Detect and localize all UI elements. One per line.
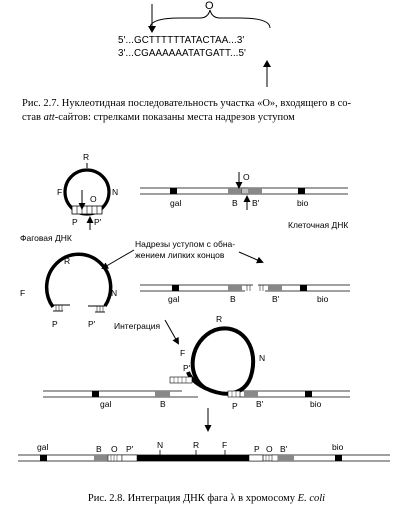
label-gal-3: gal — [100, 399, 112, 409]
label-P-2: P — [52, 319, 58, 329]
label-B-prime-2: B' — [272, 294, 280, 304]
integration-arrow — [165, 320, 178, 343]
label-B-4: B — [96, 444, 102, 454]
label-N-2: N — [111, 288, 118, 298]
label-P-3: P — [232, 401, 238, 411]
integration-intermediate — [43, 328, 350, 397]
label-B-prime-4: B' — [280, 444, 288, 454]
step1-arrow-left — [103, 250, 134, 268]
label-bio-3: bio — [310, 399, 322, 409]
label-B-3: B — [160, 399, 166, 409]
caption-figure-2-8 — [0, 492, 413, 506]
label-B-1: B — [232, 198, 238, 208]
label-P-prime-3: P' — [183, 363, 191, 373]
caption-2-8-italic: E. coli — [297, 493, 326, 504]
sequence-strand-bottom: 3'...CGAAAAAATATGATT...5' — [118, 48, 247, 59]
label-N-4: N — [157, 440, 164, 450]
label-P-prime-2: P' — [88, 319, 96, 329]
label-R-1: R — [83, 152, 90, 162]
label-P-1: P — [72, 217, 78, 227]
label-O-4: O — [111, 444, 118, 454]
label-N-3: N — [259, 353, 266, 363]
label-R-2: R — [64, 256, 71, 266]
label-cell-dna: Клеточная ДНК — [288, 220, 349, 230]
label-B-prime-1: B' — [252, 198, 260, 208]
label-P-prime-4: P' — [126, 444, 134, 454]
label-O-5: O — [266, 444, 273, 454]
label-gal-1: gal — [170, 198, 182, 208]
label-F-2: F — [20, 288, 26, 298]
label-nicks-line1: Надрезы уступом с обна- — [135, 239, 236, 249]
caption-2-8-prefix: Рис. 2.8. Интеграция ДНК фага λ в хромосому — [87, 493, 298, 504]
label-integration: Интеграция — [114, 321, 161, 331]
sequence-strand-top: 5'...GCTTTTTTATACTAA...3' — [118, 35, 245, 46]
label-P-prime-1: P' — [94, 217, 102, 227]
caption-2-7-line2-pre: став — [22, 112, 44, 123]
label-F-4: F — [222, 440, 228, 450]
label-O-2: O — [243, 172, 250, 182]
label-O-1: O — [90, 194, 97, 204]
cell-dna-2 — [140, 285, 350, 291]
label-B-prime-3: B' — [256, 399, 264, 409]
o-label-top: O — [205, 0, 214, 12]
label-nicks-line2: жением липких концов — [135, 250, 225, 260]
step1-arrow-right — [239, 252, 262, 262]
label-B-2: B — [230, 294, 236, 304]
phage-circle-2 — [47, 254, 111, 312]
label-phage-dna: Фаговая ДНК — [20, 233, 72, 243]
label-bio-1: bio — [297, 198, 309, 208]
caption-2-7-line2-post: -сайтов: стрелками показаны места надрезов уступом — [54, 112, 295, 123]
label-bio-2: bio — [317, 294, 329, 304]
label-P-4: P — [254, 444, 260, 454]
caption-2-7-line1: Рис. 2.7. Нуклеотидная последовательность участка «O», входящего в со- — [22, 98, 351, 109]
label-R-3: R — [216, 314, 223, 324]
label-F-3: F — [180, 348, 186, 358]
label-N-1: N — [112, 187, 119, 197]
label-bio-4: bio — [332, 442, 344, 452]
caption-2-7-att: att — [43, 112, 55, 123]
label-gal-2: gal — [168, 294, 180, 304]
label-F-1: F — [57, 187, 63, 197]
label-gal-4: gal — [37, 442, 49, 452]
label-R-4: R — [193, 440, 200, 450]
